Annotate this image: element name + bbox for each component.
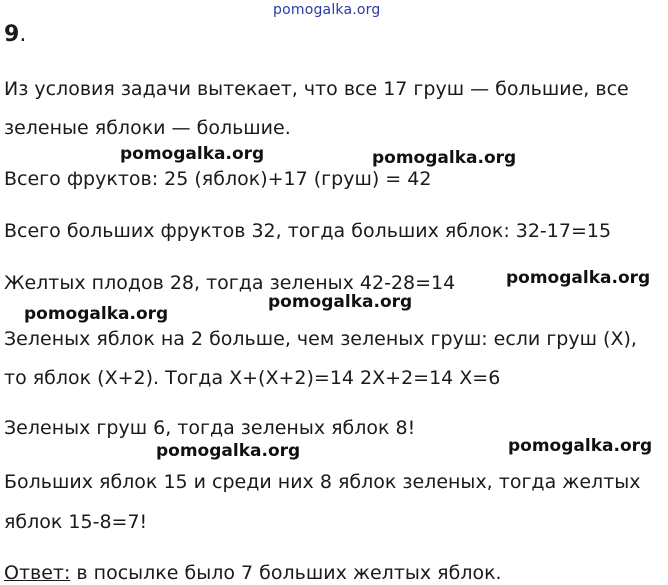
solution-line-3: Всего фруктов: 25 (яблок)+17 (груш) = 42 [4, 168, 432, 190]
watermark-7: pomogalka.org [156, 441, 301, 461]
solution-line-5: Желтых плодов 28, тогда зеленых 42-28=14 [4, 272, 456, 294]
watermark-top: pomogalka.org [273, 2, 381, 18]
answer-text: в посылке было 7 больших желтых яблок. [70, 562, 502, 584]
solution-line-2: зеленые яблоки — большие. [4, 117, 291, 139]
watermark-4: pomogalka.org [268, 292, 413, 312]
watermark-1: pomogalka.org [120, 144, 265, 164]
watermark-6: pomogalka.org [508, 436, 653, 456]
watermark-2: pomogalka.org [372, 148, 517, 168]
watermark-3: pomogalka.org [506, 268, 651, 288]
solution-line-7: то яблок (Х+2). Тогда Х+(Х+2)=14 2Х+2=14 Х=6 [4, 367, 501, 389]
solution-line-4: Всего больших фруктов 32, тогда больших яблок: 32-17=15 [4, 220, 612, 242]
solution-line-10: яблок 15-8=7! [4, 511, 148, 533]
solution-line-1: Из условия задачи вытекает, что все 17 груш — большие, все [4, 78, 629, 100]
task-number [4, 22, 26, 47]
solution-line-6: Зеленых яблок на 2 больше, чем зеленых груш: если груш (Х), [4, 328, 637, 350]
task-number-value: 9 [4, 22, 20, 47]
solution-line-8: Зеленых груш 6, тогда зеленых яблок 8! [4, 417, 416, 439]
task-number-suffix: . [19, 22, 27, 47]
answer-label: Ответ: [4, 562, 71, 584]
watermark-5: pomogalka.org [24, 304, 169, 324]
solution-line-9: Больших яблок 15 и среди них 8 яблок зеленых, тогда желтых [4, 471, 641, 493]
answer-line [4, 561, 502, 585]
